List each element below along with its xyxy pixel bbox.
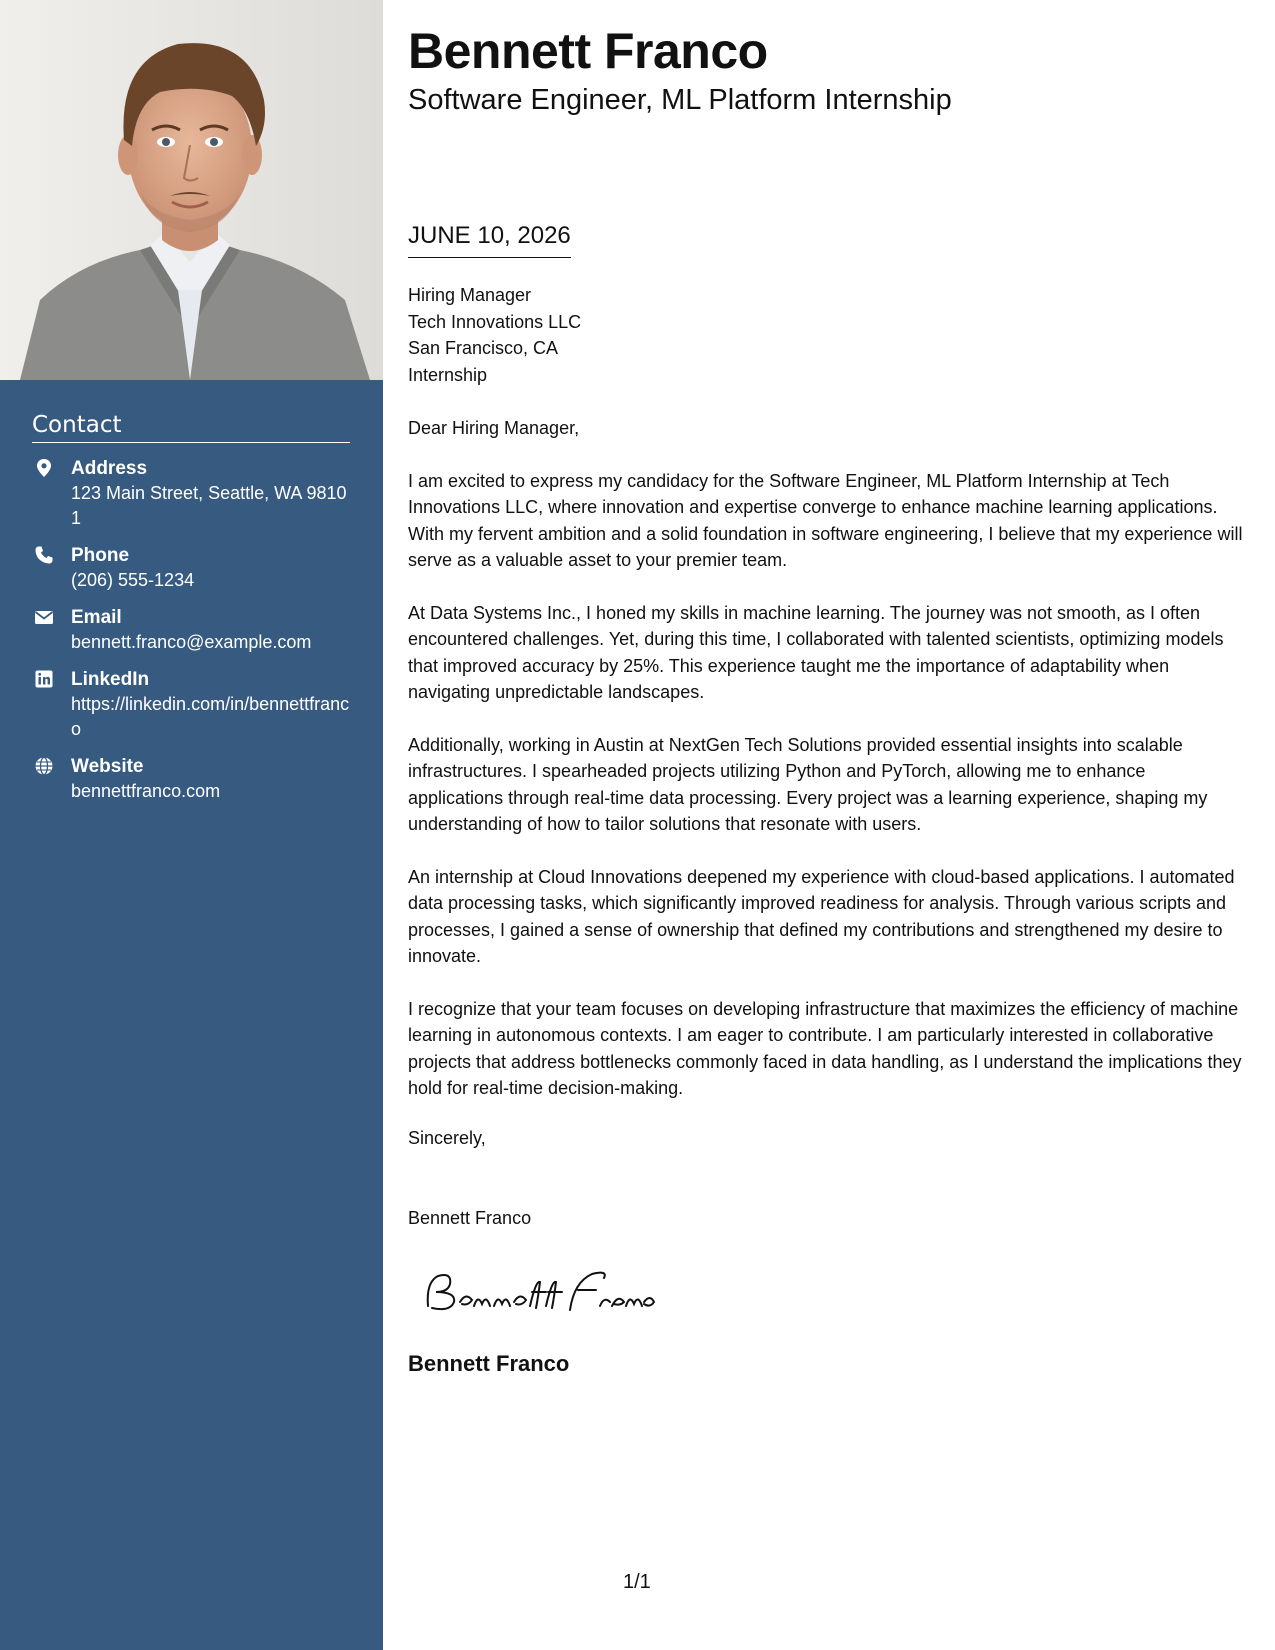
globe-icon [34,756,54,776]
linkedin-label: LinkedIn [71,669,150,690]
body-paragraph: An internship at Cloud Innovations deepened my experience with cloud-based applications. I automated data processing tasks, which significantly improved readiness for analysis. Through various scripts and processes, I gained a sense of ownership that defined my contributions and strengthened my desire to innovate. [408,866,1235,966]
letter-date: JUNE 10, 2026 [408,222,571,258]
page-number: 1/1 [623,1571,651,1593]
address-label: Address [71,458,148,479]
phone-value: (206) 555-1234 [71,570,195,590]
job-title: Software Engineer, ML Platform Internship [408,84,952,116]
map-pin-icon [34,458,54,478]
website-value[interactable]: bennettfranco.com [71,781,221,801]
body-paragraph: At Data Systems Inc., I honed my skills in machine learning. The journey was not smooth, as I often encountered challenges. Yet, during this time, I collaborated with talented scientists, optimizing models that improved accuracy by 25%. This experience taught me the importance of adaptability when navigating unpredictable landscapes. [408,602,1224,702]
contact-list [32,456,352,816]
signer-name: Bennett Franco [408,1208,532,1228]
contact-address [32,456,352,531]
contact-website [32,754,352,804]
handwritten-signature [422,1262,662,1327]
linkedin-value[interactable]: https://linkedin.com/in/bennettfranco [71,694,350,739]
contact-linkedin [32,667,352,742]
applicant-name: Bennett Franco [408,23,768,79]
phone-icon [34,545,54,565]
website-label: Website [71,756,144,777]
phone-label: Phone [71,545,130,566]
letter-body [408,415,1243,1128]
salutation: Dear Hiring Manager, [408,418,580,438]
recipient-line: Hiring Manager [408,285,532,305]
recipient-block [408,282,581,388]
linkedin-icon [34,669,54,689]
envelope-icon [34,607,54,627]
email-value[interactable]: bennett.franco@example.com [71,632,312,652]
contact-title: Contact [32,412,350,443]
contact-email [32,605,352,655]
address-value: 123 Main Street, Seattle, WA 98101 [71,483,347,528]
contact-phone [32,543,352,593]
recipient-line: Internship [408,364,488,385]
signer-name-bold: Bennett Franco [408,1351,570,1376]
body-paragraph: I recognize that your team focuses on developing infrastructure that maximizes the efficiency of machine learning in autonomous contexts. I am eager to contribute. I am particularly interested in collaborative projects that address bottlenecks commonly faced in data handling, as I understand the implications they hold for real-time decision-making. [408,998,1242,1098]
body-paragraph: I am excited to express my candidacy for the Software Engineer, ML Platform Internship at Tech Innovations LLC, where innovation and expertise converge to enhance machine learning applications. With my fervent ambition and a solid foundation in software engineering, I believe that my experience will serve as a valuable asset to your premier team. [408,470,1243,570]
body-paragraph: Additionally, working in Austin at NextGen Tech Solutions provided essential insights into scalable infrastructures. I spearheaded projects utilizing Python and PyTorch, allowing me to enhance applications through real-time data processing. Every project was a learning experience, shaping my understanding of how to tailor solutions that resonate with users. [408,734,1208,834]
recipient-line: Tech Innovations LLC [408,311,582,332]
email-label: Email [71,607,122,628]
profile-photo [0,0,383,380]
recipient-line: San Francisco, CA [408,338,559,358]
sidebar [0,0,383,1650]
closing: Sincerely, [408,1128,486,1148]
